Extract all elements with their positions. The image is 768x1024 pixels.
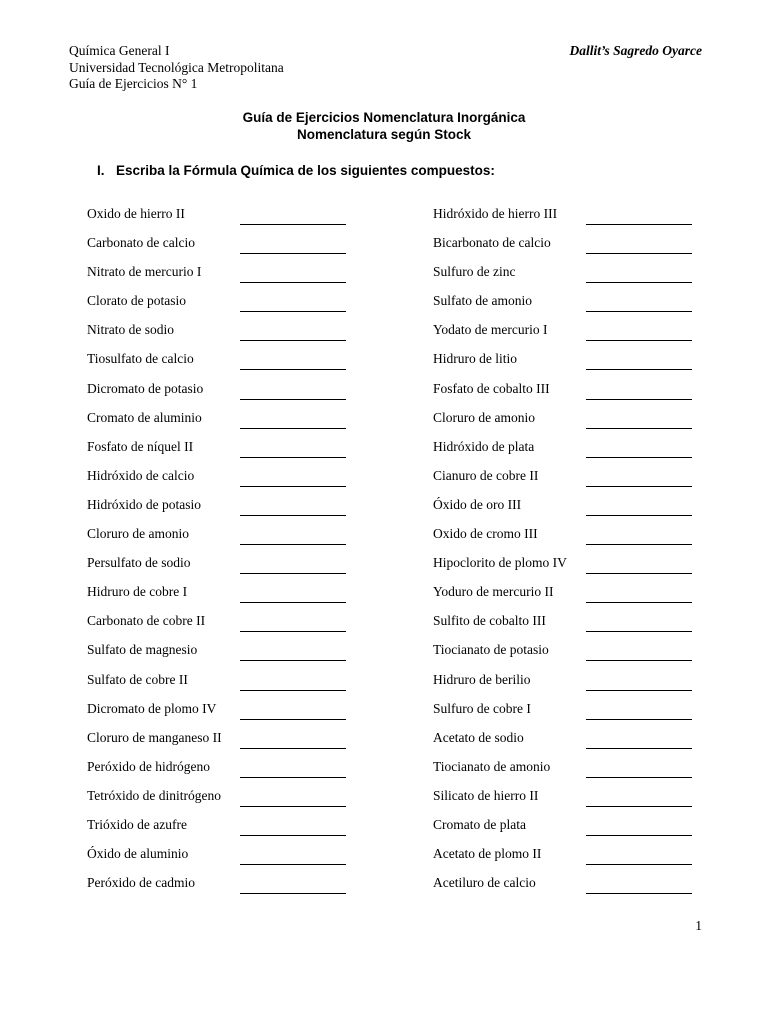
compound-name: Carbonato de cobre II: [87, 613, 206, 629]
answer-blank-line[interactable]: [586, 660, 692, 661]
compound-name: Hidruro de litio: [433, 351, 517, 367]
compound-name: Hidróxido de hierro III: [433, 206, 558, 221]
answer-blank-line[interactable]: [240, 690, 346, 691]
compound-name: Dicromato de potasio: [87, 380, 204, 396]
answer-blank-line[interactable]: [586, 835, 692, 836]
compound-name: Acetato de sodio: [433, 729, 524, 745]
compound-name: Yodato de mercurio I: [433, 322, 548, 338]
answer-blank-line[interactable]: [240, 660, 346, 661]
compound-name: Nitrato de mercurio I: [87, 264, 202, 280]
answer-blank-line[interactable]: [586, 573, 692, 574]
compound-name: Cianuro de cobre II: [433, 467, 539, 483]
answer-blank-line[interactable]: [586, 253, 692, 254]
answer-blank-line[interactable]: [240, 864, 346, 865]
compound-name: Dicromato de plomo IV: [87, 700, 217, 716]
answer-blank-line[interactable]: [586, 311, 692, 312]
answer-blank-line[interactable]: [586, 602, 692, 603]
answer-blank-line[interactable]: [586, 224, 692, 225]
compound-name: Nitrato de sodio: [87, 322, 174, 338]
compound-name: Hidruro de cobre I: [87, 584, 188, 600]
answer-blank-line[interactable]: [240, 369, 346, 370]
answer-blank-line[interactable]: [586, 340, 692, 341]
compound-name: Yoduro de mercurio II: [433, 584, 554, 600]
answer-blank-line[interactable]: [586, 515, 692, 516]
compound-name: Hidruro de berilio: [433, 671, 531, 687]
compound-name: Sulfuro de zinc: [433, 264, 516, 280]
compound-name: Hidróxido de potasio: [87, 496, 201, 512]
compound-name: Trióxido de azufre: [87, 816, 187, 832]
compound-name: Fosfato de níquel II: [87, 438, 194, 454]
answer-blank-line[interactable]: [240, 893, 346, 894]
answer-blank-line[interactable]: [240, 602, 346, 603]
answer-blank-line[interactable]: [240, 748, 346, 749]
answer-blank-line[interactable]: [586, 544, 692, 545]
compound-name: Tiocianato de amonio: [433, 758, 551, 774]
compound-name: Óxido de aluminio: [87, 846, 189, 862]
compound-name: Cloruro de amonio: [433, 409, 535, 425]
answer-blank-line[interactable]: [240, 719, 346, 720]
answer-blank-line[interactable]: [240, 282, 346, 283]
compound-name: Peróxido de cadmio: [87, 875, 195, 891]
compound-name: Clorato de potasio: [87, 293, 186, 309]
compound-name: Acetato de plomo II: [433, 846, 542, 862]
compound-name: Hidróxido de plata: [433, 438, 535, 454]
section-number: I.: [97, 163, 105, 178]
compound-name: Acetiluro de calcio: [433, 875, 536, 891]
author-name: Dallit’s Sagredo Oyarce: [569, 43, 702, 58]
answer-blank-line[interactable]: [240, 544, 346, 545]
document-subtitle: Nomenclatura según Stock: [296, 127, 472, 142]
answer-blank-line[interactable]: [586, 457, 692, 458]
compound-name: Persulfato de sodio: [87, 555, 191, 571]
answer-blank-line[interactable]: [586, 864, 692, 865]
answer-blank-line[interactable]: [586, 893, 692, 894]
answer-blank-line[interactable]: [586, 777, 692, 778]
answer-blank-line[interactable]: [240, 486, 346, 487]
compound-name: Tiosulfato de calcio: [87, 351, 194, 367]
answer-blank-line[interactable]: [586, 806, 692, 807]
answer-blank-line[interactable]: [240, 457, 346, 458]
answer-blank-line[interactable]: [240, 835, 346, 836]
compound-name: Hidróxido de calcio: [87, 467, 195, 483]
compound-name: Hipoclorito de plomo IV: [433, 555, 567, 571]
answer-blank-line[interactable]: [240, 777, 346, 778]
section-heading: [97, 163, 495, 178]
answer-blank-line[interactable]: [240, 631, 346, 632]
compound-name: Sulfato de amonio: [433, 293, 532, 309]
answer-blank-line[interactable]: [586, 690, 692, 691]
compound-name: Sulfuro de cobre I: [433, 700, 531, 716]
answer-blank-line[interactable]: [586, 486, 692, 487]
answer-blank-line[interactable]: [586, 282, 692, 283]
compound-name: Bicarbonato de calcio: [433, 235, 551, 251]
compound-name: Sulfato de magnesio: [87, 642, 198, 658]
answer-blank-line[interactable]: [586, 719, 692, 720]
compound-name: Tiocianato de potasio: [433, 642, 549, 658]
section-instruction: Escriba la Fórmula Química de los siguientes compuestos:: [116, 163, 495, 178]
guide-number: Guía de Ejercicios N° 1: [69, 76, 198, 91]
answer-blank-line[interactable]: [586, 748, 692, 749]
compound-name: Cloruro de manganeso II: [87, 729, 222, 745]
compound-name: Sulfito de cobalto III: [433, 613, 546, 629]
answer-blank-line[interactable]: [586, 369, 692, 370]
answer-blank-line[interactable]: [586, 399, 692, 400]
answer-blank-line[interactable]: [240, 311, 346, 312]
compound-name: Óxido de oro III: [433, 496, 522, 512]
page-number: 1: [695, 918, 702, 933]
document-title: Guía de Ejercicios Nomenclatura Inorgánica: [242, 110, 526, 125]
compound-name: Carbonato de calcio: [87, 235, 195, 251]
course-header: [69, 43, 284, 93]
answer-blank-line[interactable]: [240, 340, 346, 341]
compound-name: Sulfato de cobre II: [87, 671, 188, 687]
compound-name: Cromato de plata: [433, 816, 526, 832]
answer-blank-line[interactable]: [240, 573, 346, 574]
answer-blank-line[interactable]: [240, 806, 346, 807]
answer-blank-line[interactable]: [240, 253, 346, 254]
answer-blank-line[interactable]: [240, 399, 346, 400]
compound-name: Silicato de hierro II: [433, 787, 539, 803]
compound-name: Peróxido de hidrógeno: [87, 758, 210, 774]
compound-name: Fosfato de cobalto III: [433, 380, 550, 396]
university-name: Universidad Tecnológica Metropolitana: [69, 59, 284, 75]
compound-name: Tetróxido de dinitrógeno: [87, 787, 222, 803]
answer-blank-line[interactable]: [240, 428, 346, 429]
compound-name: Cloruro de amonio: [87, 526, 189, 542]
answer-blank-line[interactable]: [586, 428, 692, 429]
answer-blank-line[interactable]: [240, 515, 346, 516]
compound-name: Cromato de aluminio: [87, 409, 202, 425]
compound-name: Oxido de hierro II: [87, 206, 185, 221]
answer-blank-line[interactable]: [586, 631, 692, 632]
answer-blank-line[interactable]: [240, 224, 346, 225]
compound-name: Oxido de cromo III: [433, 526, 538, 542]
course-name: Química General I: [69, 43, 170, 58]
document-titles: [0, 109, 768, 143]
